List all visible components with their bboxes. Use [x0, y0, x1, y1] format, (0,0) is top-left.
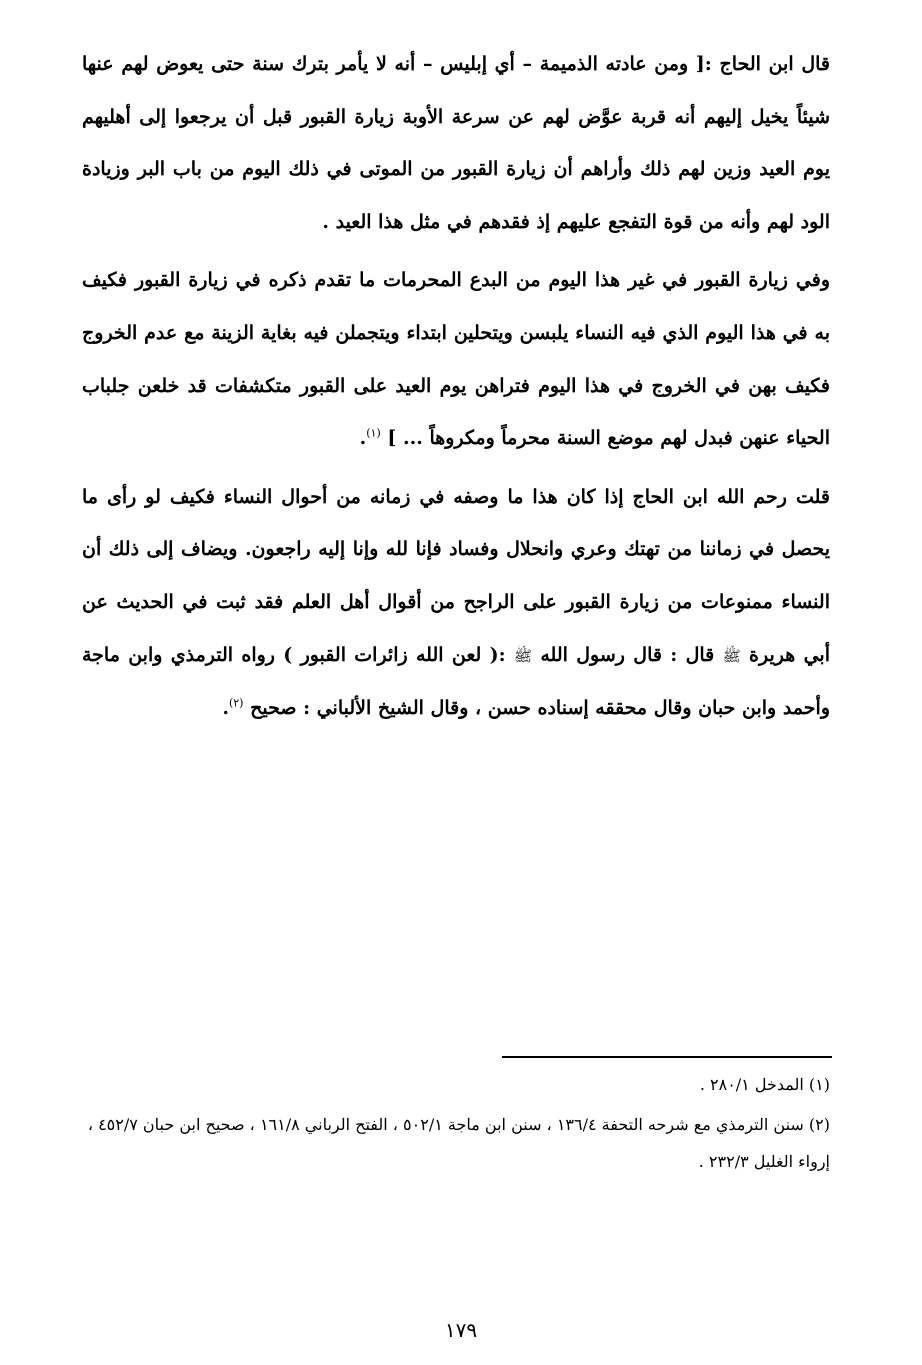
paragraph-1: قال ابن الحاج :[ ومن عادته الذميمة – أي إبليس – أنه لا يأمر بترك سنة حتى يعوض لهم عنها شيئاً يخيل إليهم أنه قربة عوَّض لهم عن سرعة الأوبة زيارة القبور قبل أن يرجعوا إلى أهليهم يوم العيد وزين لهم ذلك وأراهم أن زيارة القبور من الموتى في ذلك اليوم من باب البر وزيادة الود لهم وأنه من قوة التفجع عليهم إذ فقدهم في مثل هذا العيد . — [82, 53, 830, 233]
paragraph-3-hadith-intro: فقد ثبت في الحديث عن أبي هريرة — [82, 590, 830, 666]
main-text — [82, 38, 830, 735]
footnotes — [84, 1066, 830, 1180]
period: . — [222, 697, 229, 720]
sallallahu-alayhi-symbol: ﷺ — [513, 646, 533, 665]
radiya-allah-anhu-symbol: ﷺ — [722, 646, 741, 665]
paragraph-3 — [82, 471, 830, 735]
page-number: ١٧٩ — [444, 1318, 478, 1342]
footnote-separator — [502, 1056, 832, 1058]
footnote-ref-2: (٢) — [228, 696, 244, 710]
paragraph-3-text: قلت رحم الله ابن الحاج إذا كان هذا ما وصفه في زمانه من أحوال النساء فكيف لو رأى ما يحصل في زماننا من تهتك وعري وانحلال وفساد فإنا لله وإنا إليه راجعون. ويضاف إلى ذلك أن النساء ممنوعات من زيارة القبور على الراجح من أقوال أهل العلم — [82, 485, 830, 613]
paragraph-3-hadith: :( لعن الله زائرات القبور ) رواه الترمذي وابن ماجة وأحمد وابن حبان وقال محققه إسناده حسن ، وقال الشيخ الألباني : صحيح — [82, 643, 830, 720]
footnote-ref-1: (١) — [366, 426, 381, 440]
footnote-1: (١) المدخل ٢٨٠/١ . — [699, 1075, 830, 1094]
paragraph-2 — [82, 254, 830, 464]
paragraph-3-qala: قال : قال رسول الله — [540, 643, 715, 666]
period: . — [359, 427, 367, 450]
footnote-2: (٢) سنن الترمذي مع شرحه التحفة ١٣٦/٤ ، سنن ابن ماجة ٥٠٢/١ ، الفتح الرباني ١٦١/٨ ، صحيح ابن حبان ٤٥٢/٧ ، إرواء الغليل ٢٣٢/٣ . — [87, 1115, 830, 1171]
paragraph-2-text: وفي زيارة القبور في غير هذا اليوم من البدع المحرمات ما تقدم ذكره في زيارة القبور فكيف به في هذا اليوم الذي فيه النساء يلبسن ويتحلين ابتداء ويتجملن فيه بغاية الزينة مع عدم الخروج فكيف بهن في الخروج في هذا اليوم فتراهن يوم العيد على القبور متكشفات قد خلعن جلباب الحياء عنهن فبدل لهم موضع السنة محرماً ومكروهاً ... ] — [82, 269, 830, 450]
